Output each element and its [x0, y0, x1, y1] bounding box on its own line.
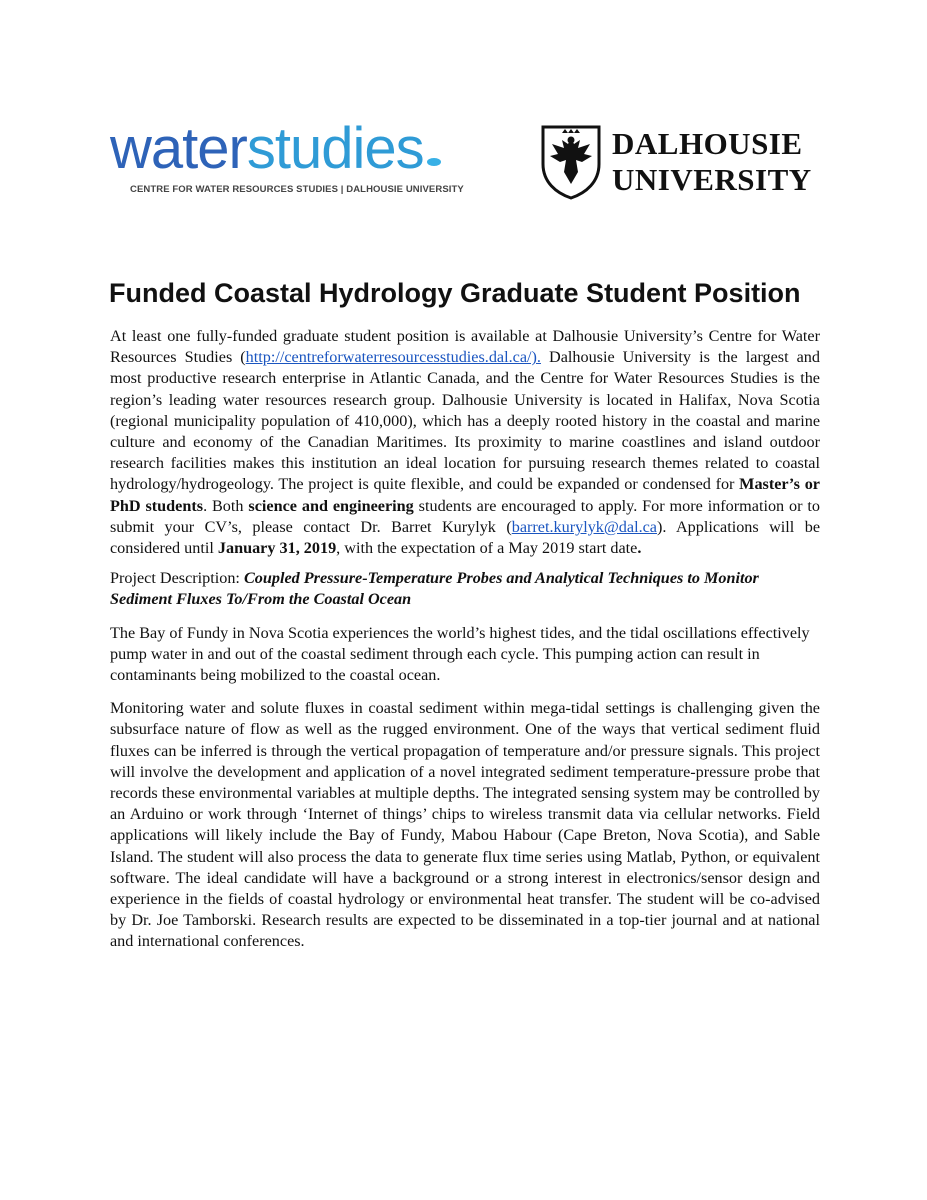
project-title: Coupled Pressure-Temperature Probes and Analytical Techniques to Monitor Sediment Fluxes To/From the Coastal Ocean: [110, 569, 759, 609]
intro-paragraph: At least one fully-funded graduate student position is available at Dalhousie University’s Centre for Water Resources Studies (http://centreforwaterresourcesstudies.dal.ca/). Dalhousie University is the largest and most productive research enterprise in Atlantic Canada, and the Centre for Water Resources Studies is the region’s leading water resources research group. Dalhousie University is located in Halifax, Nova Scotia (regional municipality population of 410,000), which has a deeply rooted history in the coastal and marine culture and economy of the Canadian Maritimes. Its proximity to marine coastlines and island outdoor research facilities makes this institution an ideal location for pursuing research themes related to coastal hydrology/hydrogeology. The project is quite flexible, and could be expanded or condensed for Master’s or PhD students. Both science and engineering students are encouraged to apply. For more information or to submit your CV’s, please contact Dr. Barret Kurylyk (barret.kurylyk@dal.ca). Applications will be considered until January 31, 2019, with the expectation of a May 2019 start date.: [110, 327, 821, 558]
centre-website-link[interactable]: http://centreforwaterresourcesstudies.dal.ca/).: [245, 348, 541, 367]
paragraph-monitoring: Monitoring water and solute fluxes in coastal sediment within mega-tidal settings is challenging given the subsurface nature of flow as well as the rugged environment. One of the ways that vertical sediment fluid fluxes can be inferred is through the vertical propagation of temperature and/or pressure signals. This project will involve the development and application of a novel integrated sediment temperature-pressure probe that records these environmental variables at multiple depths. The integrated sensing system may be controlled by an Arduino or work through ‘Internet of things’ chips to wireless transmit data via cellular networks. Field applications will likely include the Bay of Fundy, Mabou Habour (Cape Breton, Nova Scotia), and Sable Island. The student will also process the data to generate flux time series using Matlab, Python, or equivalent software. The ideal candidate will have a background or a strong interest in electronics/sensor design and experience in the fields of coastal hydrology or environmental heat transfer. The student will be co-advised by Dr. Joe Tamborski. Research results are expected to be disseminated in a top-tier journal and at national and international conferences.: [110, 699, 820, 951]
waterstudies-wordmark: waterstudies: [110, 118, 530, 180]
eagle-crest-icon: [540, 124, 602, 200]
dalhousie-name: DALHOUSIE UNIVERSITY: [612, 126, 812, 197]
contact-email-link[interactable]: barret.kurylyk@dal.ca: [511, 517, 657, 536]
waterstudies-subtitle: CENTRE FOR WATER RESOURCES STUDIES | DALHOUSIE UNIVERSITY: [130, 184, 464, 195]
paragraph-tides: The Bay of Fundy in Nova Scotia experiences the world’s highest tides, and the tidal oscillations effectively pump water in and out of the coastal sediment through each cycle. This pumping action can result in contaminants being mobilized to the coastal ocean.: [110, 623, 810, 685]
application-deadline: January 31, 2019: [217, 539, 337, 558]
waterstudies-logo: [110, 118, 530, 208]
project-description: Project Description: Coupled Pressure-Temperature Probes and Analytical Techniques to Monitor Sediment Fluxes To/From the Coastal Ocean: [110, 569, 759, 609]
page-title: Funded Coastal Hydrology Graduate Student Position: [109, 278, 801, 308]
water-drop-icon: [427, 158, 441, 166]
dalhousie-logo: [540, 124, 820, 200]
document-body: [110, 326, 820, 962]
